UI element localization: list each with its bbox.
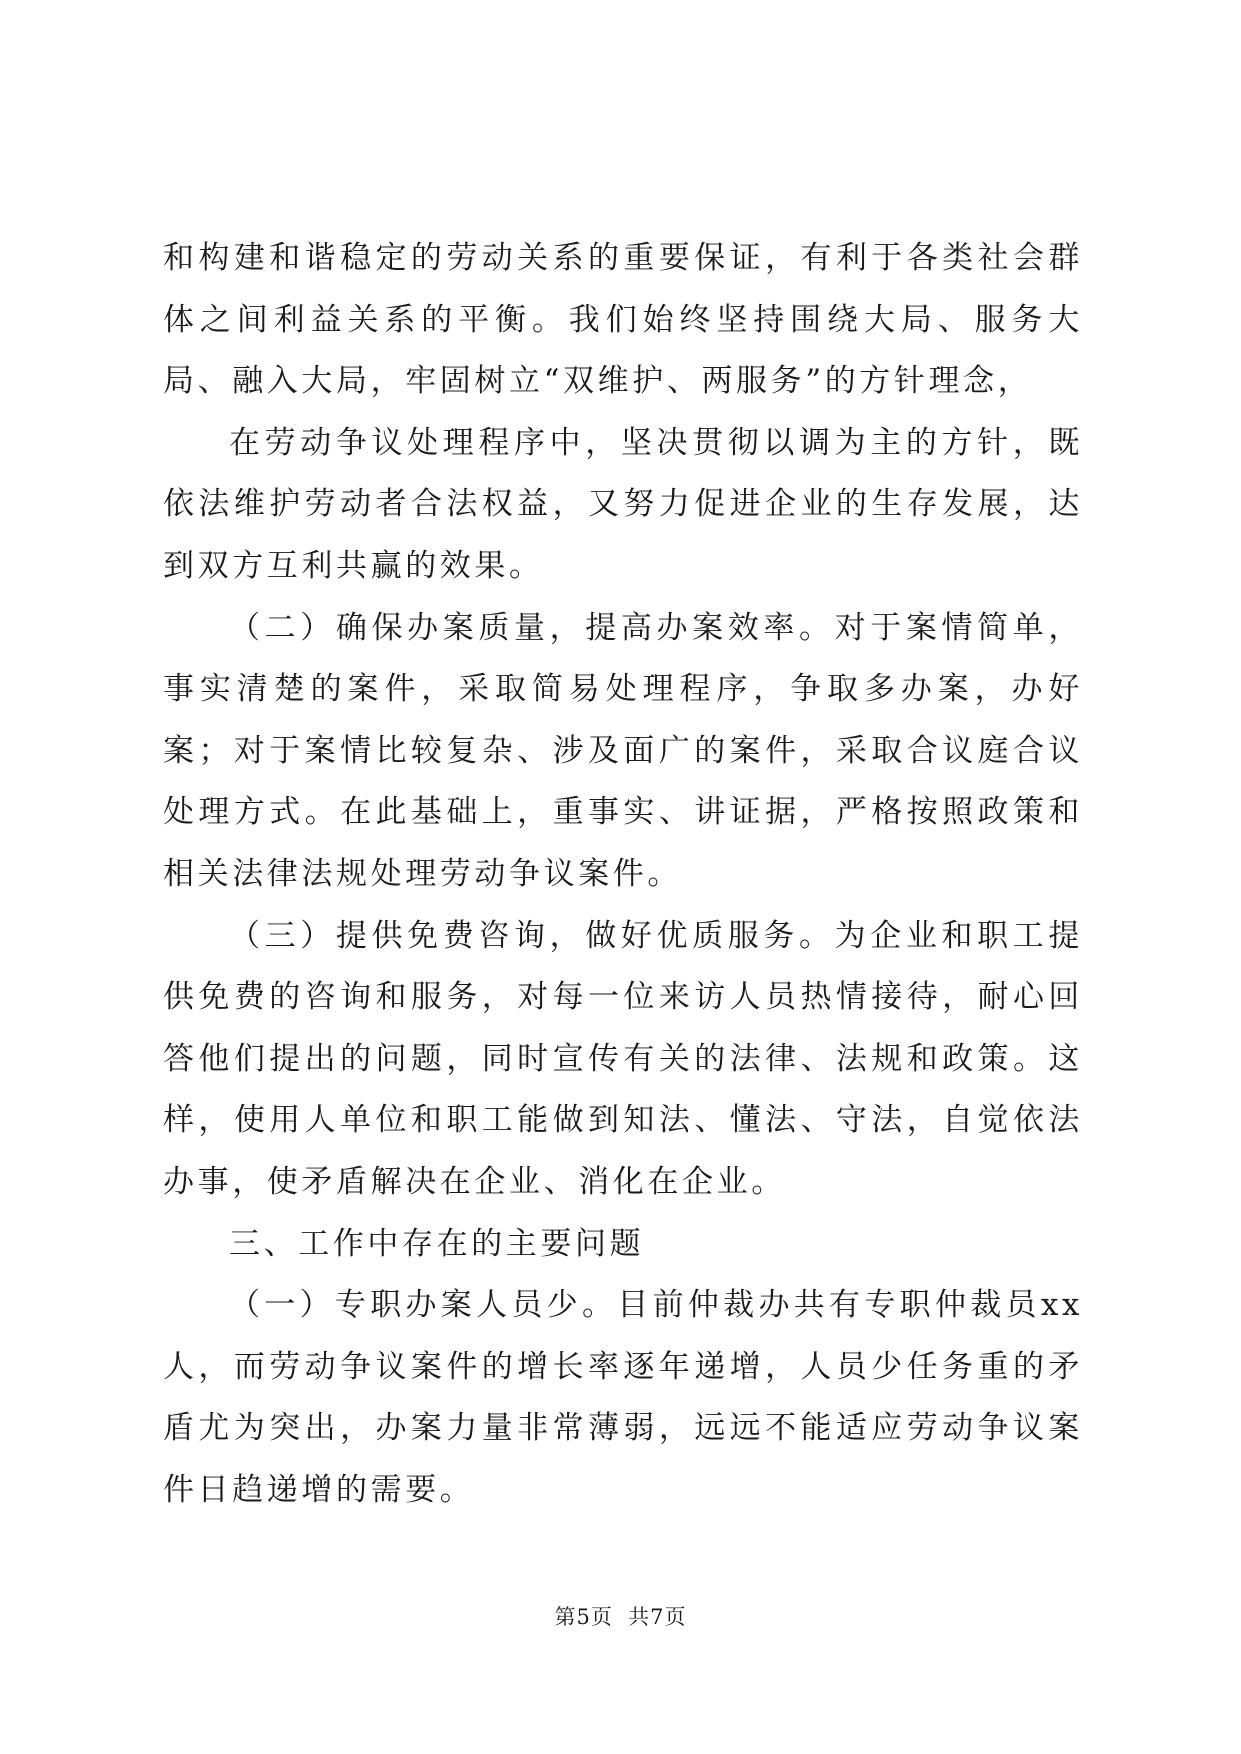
paragraph-mediation: 在劳动争议处理程序中，坚决贯彻以调为主的方针，既依法维护劳动者合法权益，又努力促进企业的生存发展，达到双方互利共赢的效果。 [163,424,1083,584]
paragraph-staff-shortage: （一）专职办案人员少。目前仲裁办共有专职仲裁员xx人，而劳动争议案件的增长率逐年递增，人员少任务重的矛盾尤为突出，办案力量非常薄弱，远远不能适应劳动争议案件日趋递增的需要。 [163,1287,1083,1508]
paragraph-case-quality: （二）确保办案质量，提高办案效率。对于案情简单，事实清楚的案件，采取简易处理程序，争取多办案，办好案；对于案情比较复杂、涉及面广的案件，采取合议庭合议处理方式。在此基础上，重事实、讲证据，严格按照政策和相关法律法规处理劳动争议案件。 [163,609,1083,892]
section-heading-problems: 三、工作中存在的主要问题 [229,1225,645,1262]
paragraph-free-consultation: （三）提供免费咨询，做好优质服务。为企业和职工提供免费的咨询和服务，对每一位来访人员热情接待，耐心回答他们提出的问题，同时宣传有关的法律、法规和政策。这样，使用人单位和职工能做到知法、懂法、守法，自觉依法办事，使矛盾解决在企业、消化在企业。 [163,917,1083,1200]
document-body [163,228,1083,1521]
page-footer [0,1601,1241,1631]
paragraph-continuation: 和构建和谐稳定的劳动关系的重要保证，有利于各类社会群体之间利益关系的平衡。我们始终坚持围绕大局、服务大局、融入大局，牢固树立“双维护、两服务”的方针理念， [163,240,1083,400]
page-number-label: 第5页 共7页 [554,1605,687,1629]
